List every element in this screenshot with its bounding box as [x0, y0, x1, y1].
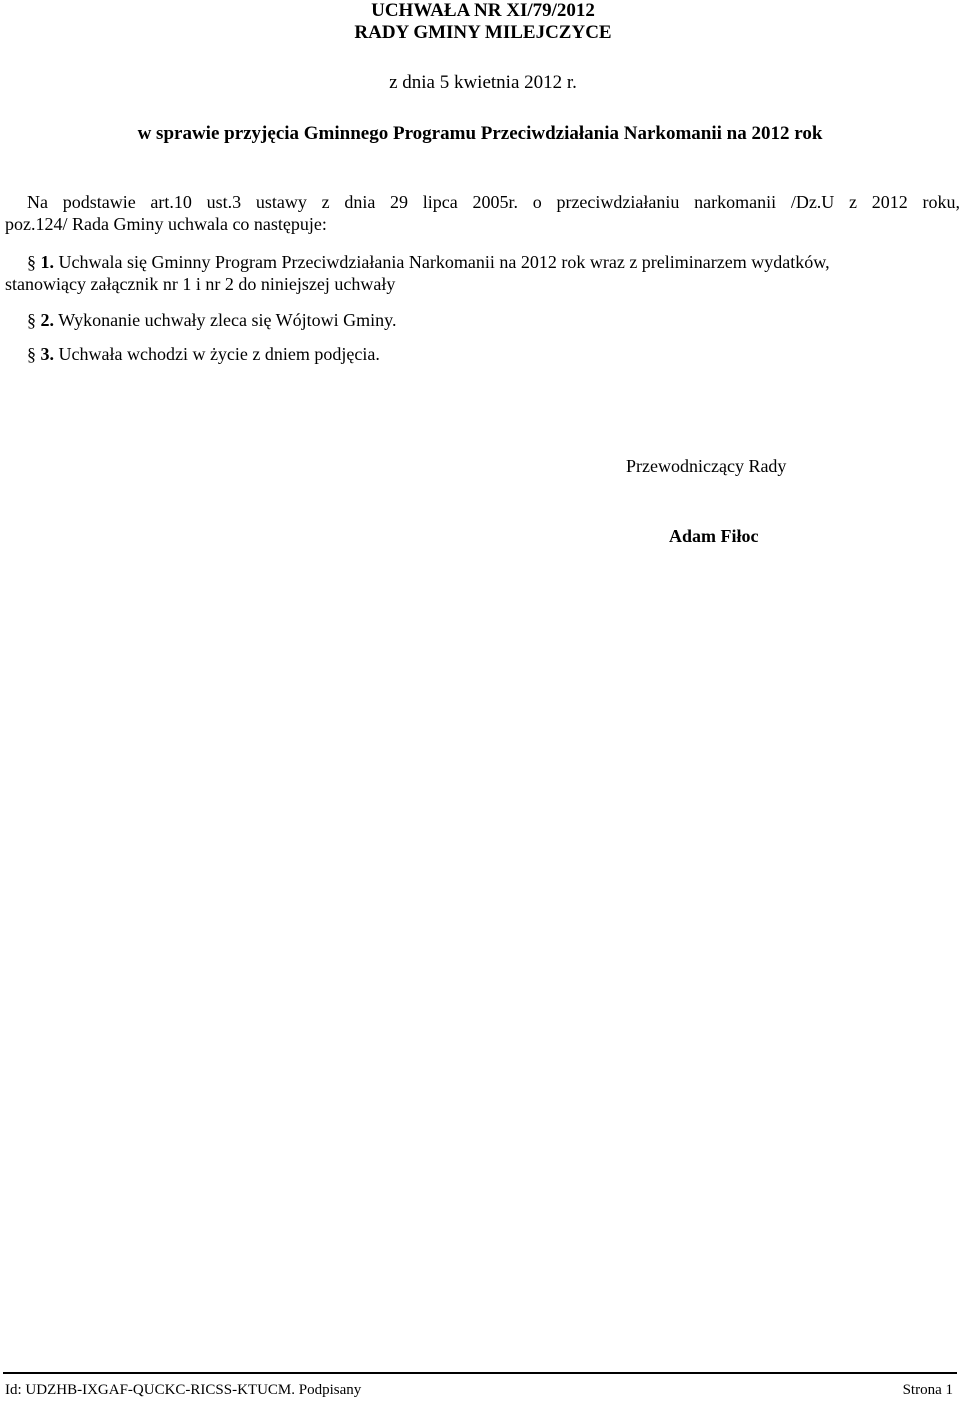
- resolution-subject: w sprawie przyjęcia Gminnego Programu Przeciwdziałania Narkomanii na 2012 rok: [137, 123, 823, 144]
- paragraph-symbol: §: [27, 310, 36, 330]
- resolution-date: z dnia 5 kwietnia 2012 r.: [389, 72, 577, 93]
- paragraph-1-text-line-2: stanowiący załącznik nr 1 i nr 2 do niniejszej uchwały: [5, 274, 396, 294]
- council-name: RADY GMINY MILEJCZYCE: [354, 22, 612, 43]
- paragraph-number: 2.: [40, 310, 54, 330]
- paragraph-number: 1.: [40, 252, 54, 272]
- footer-divider: [3, 1372, 957, 1374]
- paragraph-1: [5, 251, 960, 295]
- paragraph-3: [5, 343, 960, 365]
- paragraph-symbol: §: [27, 344, 36, 364]
- signatory-name: Adam Fiłoc: [669, 526, 759, 546]
- paragraph-number: 3.: [40, 344, 54, 364]
- paragraph-1-text-line-1: Uchwala się Gminny Program Przeciwdziałania Narkomanii na 2012 rok wraz z preliminarzem wydatków,: [58, 252, 830, 272]
- legal-basis-line-1: Na podstawie art.10 ust.3 ustawy z dnia 29 lipca 2005r. o przeciwdziałaniu narkomanii /Dz.U z 2012 roku,: [27, 192, 960, 212]
- page-number: Strona 1: [902, 1382, 953, 1398]
- paragraph-2: [5, 309, 960, 331]
- legal-basis-paragraph: [5, 191, 960, 235]
- resolution-number: UCHWAŁA NR XI/79/2012: [371, 0, 595, 21]
- document-id: Id: UDZHB-IXGAF-QUCKC-RICSS-KTUCM. Podpisany: [5, 1382, 362, 1398]
- signatory-role: Przewodniczący Rady: [626, 456, 787, 476]
- paragraph-2-text: Wykonanie uchwały zleca się Wójtowi Gminy.: [58, 310, 397, 330]
- paragraph-3-text: Uchwała wchodzi w życie z dniem podjęcia.: [58, 344, 380, 364]
- paragraph-symbol: §: [27, 252, 36, 272]
- legal-basis-line-2: poz.124/ Rada Gminy uchwala co następuje:: [5, 214, 327, 234]
- resolution-title: [0, 0, 960, 44]
